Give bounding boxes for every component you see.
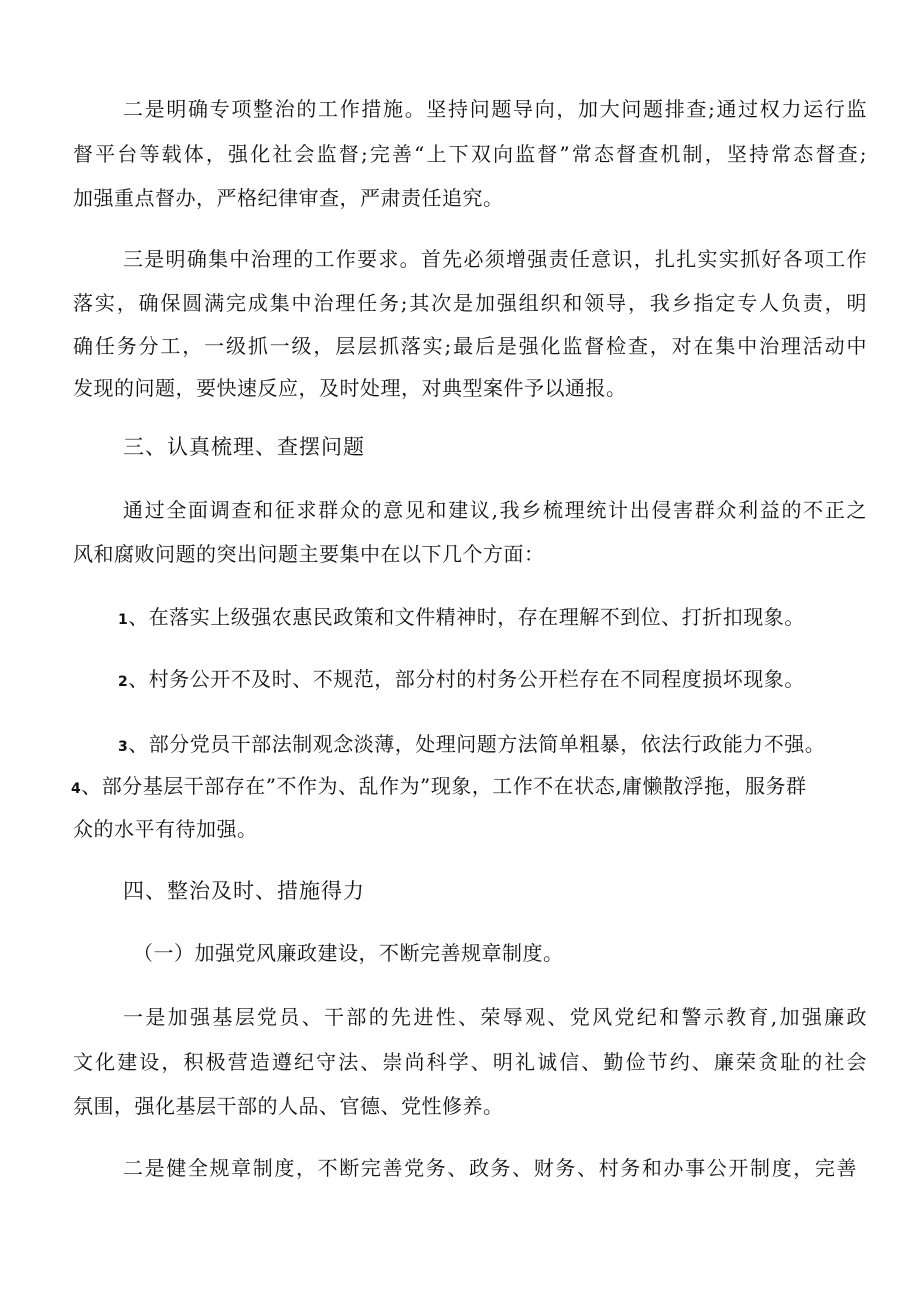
list-item [118,604,805,633]
paragraph-line: 二是健全规章制度，不断完善党务、政务、财务、村务和办事公开制度，完善 [123,1156,857,1180]
paragraph-line: 落实，确保圆满完成集中治理任务;其次是加强组织和领导，我乡指定专人负责，明 [73,291,867,315]
paragraph-line: 通过全面调查和征求群众的意见和建议,我乡梳理统计出侵害群众利益的不正之 [123,498,867,522]
paragraph-line: 氛围，强化基层干部的人品、官德、党性修养。 [73,1094,504,1118]
list-item [71,773,867,802]
paragraph-line: 督平台等载体，强化社会监督;完善“上下双向监督”常态督查机制，坚持常态督查; [73,142,867,166]
paragraph-line: 文化建设，积极营造遵纪守法、崇尚科学、明礼诚信、勤俭节约、廉荣贪耻的社会 [73,1050,867,1074]
list-item-number: 1 [118,612,129,628]
paragraph-line: 三是明确集中治理的工作要求。首先必须增强责任意识，扎扎实实抓好各项工作 [123,247,867,271]
paragraph-line: 风和腐败问题的突出问题主要集中在以下几个方面： [73,542,545,566]
list-item-text: 、村务公开不及时、不规范，部分村的村务公开栏存在不同程度损坏现象。 [128,667,805,691]
section-heading: 三、认真梳理、查摆问题 [123,435,365,459]
list-item-text: 、部分党员干部法制观念淡薄，处理问题方法简单粗暴，依法行政能力不强。 [128,732,826,756]
paragraph-line: 加强重点督办，严格纪律审查，严肃责任追究。 [73,186,504,210]
list-item-continuation: 众的水平有待加强。 [73,817,258,841]
sub-heading: （一）加强党风廉政建设，不断完善规章制度。 [133,941,564,965]
section-heading: 四、整治及时、措施得力 [123,879,365,903]
paragraph-line: 发现的问题，要快速反应，及时处理，对典型案件予以通报。 [73,376,627,400]
list-item-text: 、部分基层干部存在”不作为、乱作为”现象，工作不在状态,庸懒散浮拖，服务群 [81,774,807,798]
paragraph-line: 一是加强基层党员、干部的先进性、荣辱观、党风党纪和警示教育,加强廉政 [123,1005,867,1029]
list-item [118,666,805,695]
list-item-text: 、在落实上级强农惠民政策和文件精神时，存在理解不到位、打折扣现象。 [128,605,805,629]
list-item-number: 2 [118,674,129,690]
paragraph-line: 确任务分工，一级抓一级，层层抓落实;最后是强化监督检查，对在集中治理活动中 [73,334,867,358]
list-item-number: 4 [71,781,82,797]
paragraph-line: 二是明确专项整治的工作措施。坚持问题导向，加大问题排查;通过权力运行监 [123,97,867,121]
list-item [118,731,825,760]
list-item-number: 3 [118,739,129,755]
